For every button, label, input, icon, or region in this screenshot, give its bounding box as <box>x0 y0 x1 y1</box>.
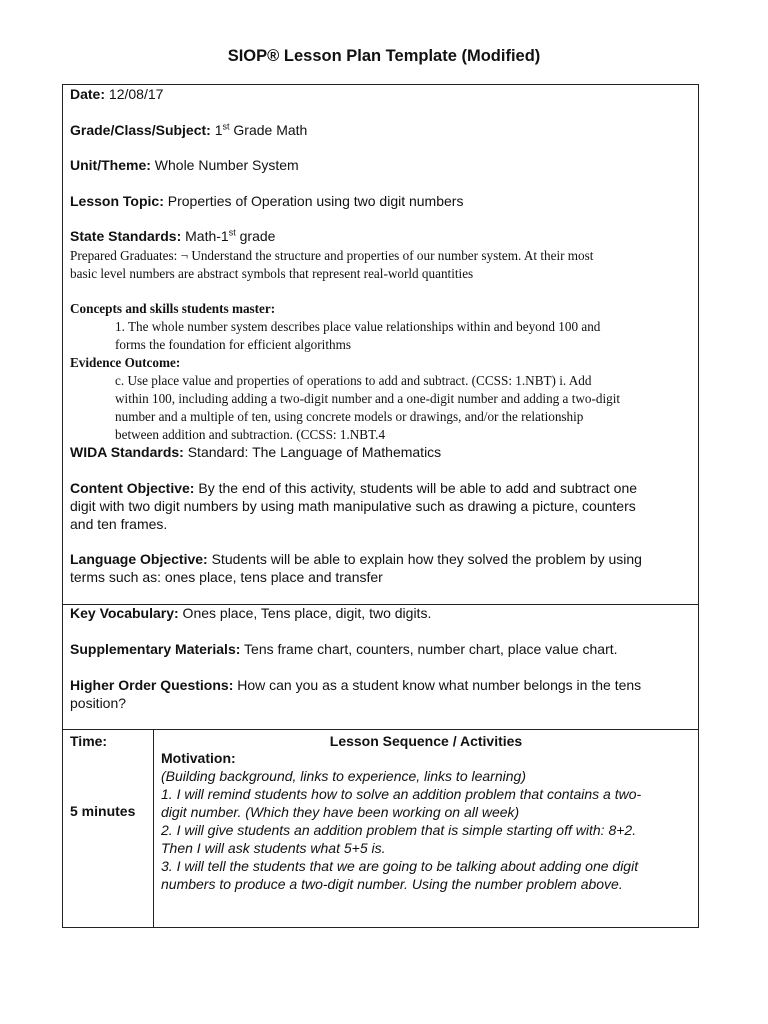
vocabulary-section <box>62 604 699 730</box>
standards-label: State Standards: <box>70 228 182 244</box>
grade-ordinal: st <box>222 121 230 132</box>
activity-line: Then I will ask students what 5+5 is. <box>161 840 386 856</box>
materials-line <box>70 641 618 657</box>
language-objective-text: Students will be able to explain how they solved the problem by using <box>207 551 642 567</box>
activity-line: numbers to produce a two-digit number. Using the number problem above. <box>161 876 623 892</box>
wida-line <box>70 444 441 460</box>
hoq-text: How can you as a student know what number belongs in the tens <box>233 677 642 693</box>
evidence-line: within 100, including adding a two-digit number and a one-digit number and adding a two-digit <box>115 391 621 406</box>
language-objective-line: terms such as: ones place, tens place and transfer <box>70 569 383 585</box>
grade-label: Grade/Class/Subject: <box>70 122 211 138</box>
content-objective-label: Content Objective: <box>70 480 195 496</box>
motivation-heading: Motivation: <box>161 750 236 766</box>
prepared-graduates-line: basic level numbers are abstract symbols that represent real-world quantities <box>70 266 474 281</box>
concepts-line: 1. The whole number system describes place value relationships within and beyond 100 and <box>115 319 601 334</box>
vocabulary-value: Ones place, Tens place, digit, two digits. <box>178 605 432 621</box>
unit-label: Unit/Theme: <box>70 157 151 173</box>
date-value: 12/08/17 <box>105 86 164 102</box>
activity-line: 2. I will give students an addition problem that is simple starting off with: 8+2. <box>161 822 637 838</box>
vocabulary-label: Key Vocabulary: <box>70 605 179 621</box>
standards-value: Math-1 <box>181 228 229 244</box>
time-header: Time: <box>70 733 108 749</box>
content-objective-line: digit with two digit numbers by using math manipulative such as drawing a picture, counters <box>70 498 636 514</box>
activity-line: digit number. (Which they have been working on all week) <box>161 804 520 820</box>
topic-line <box>70 193 463 209</box>
content-objective-line: and ten frames. <box>70 516 168 532</box>
language-objective-line <box>70 551 642 567</box>
evidence-line: between addition and subtraction. (CCSS: 1.NBT.4 <box>115 427 386 442</box>
unit-value: Whole Number System <box>150 157 299 173</box>
time-value: 5 minutes <box>70 803 136 819</box>
concepts-heading <box>70 301 275 317</box>
grade-line <box>70 122 307 138</box>
topic-label: Lesson Topic: <box>70 193 164 209</box>
sequence-header: Lesson Sequence / Activities <box>329 733 523 749</box>
standards-line <box>70 228 275 244</box>
date-line <box>70 86 163 102</box>
wida-label: WIDA Standards: <box>70 444 184 460</box>
content-objective-line <box>70 480 637 496</box>
concepts-heading-text: Concepts and skills students master: <box>70 301 276 316</box>
activity-line: (Building background, links to experience, links to learning) <box>161 768 526 784</box>
evidence-line: number and a multiple of ten, using concrete models or drawings, and/or the relationship <box>115 409 584 424</box>
date-label: Date: <box>70 86 106 102</box>
grade-value: 1 <box>210 122 223 138</box>
activity-line: 1. I will remind students how to solve an addition problem that contains a two- <box>161 786 642 802</box>
grade-value-tail: Grade Math <box>229 122 308 138</box>
standards-value-tail: grade <box>235 228 276 244</box>
topic-value: Properties of Operation using two digit numbers <box>163 193 464 209</box>
language-objective-label: Language Objective: <box>70 551 208 567</box>
lesson-sequence-table <box>62 729 699 928</box>
activity-line: 3. I will tell the students that we are going to be talking about adding one digit <box>161 858 639 874</box>
standards-ordinal: st <box>228 227 236 238</box>
materials-value: Tens frame chart, counters, number chart, place value chart. <box>240 641 618 657</box>
vocabulary-line <box>70 605 431 621</box>
hoq-label: Higher Order Questions: <box>70 677 234 693</box>
document-title: SIOP® Lesson Plan Template (Modified) <box>227 47 541 65</box>
wida-value: Standard: The Language of Mathematics <box>183 444 442 460</box>
column-divider <box>153 730 154 927</box>
content-objective-text: By the end of this activity, students will be able to add and subtract one <box>194 480 638 496</box>
prepared-graduates-line: Prepared Graduates: ¬ Understand the structure and properties of our number system. At their most <box>70 248 594 263</box>
evidence-line: c. Use place value and properties of operations to add and subtract. (CCSS: 1.NBT) i. Add <box>115 373 592 388</box>
hoq-line: position? <box>70 695 127 711</box>
unit-line <box>70 157 299 173</box>
evidence-heading <box>70 355 180 371</box>
materials-label: Supplementary Materials: <box>70 641 241 657</box>
lesson-info-section <box>62 84 699 605</box>
hoq-line <box>70 677 641 693</box>
concepts-line: forms the foundation for efficient algorithms <box>115 337 351 352</box>
evidence-heading-text: Evidence Outcome: <box>70 355 181 370</box>
